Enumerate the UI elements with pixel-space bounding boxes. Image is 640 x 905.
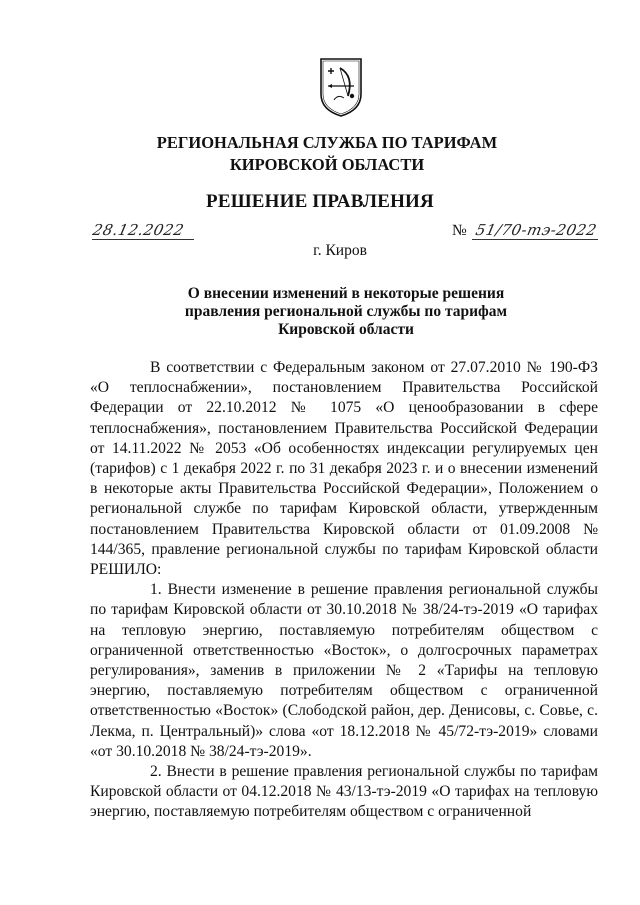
- subject-line3: Кировской области: [278, 321, 414, 338]
- organization-name-line1: РЕГИОНАЛЬНАЯ СЛУЖБА ПО ТАРИФАМ: [156, 133, 498, 152]
- subject-line1: О внесении изменений в некоторые решения: [187, 285, 505, 302]
- document-date: 28.12.2022: [91, 221, 186, 239]
- document-body: [90, 358, 598, 823]
- kirov-region-coat-of-arms-icon: [318, 56, 364, 118]
- organization-name-line2: КИРОВСКОЙ ОБЛАСТИ: [229, 155, 425, 174]
- organization-name: [0, 132, 640, 176]
- document-number-label: №: [452, 222, 467, 239]
- document-city: [0, 241, 640, 261]
- number-underline: [472, 239, 598, 240]
- body-paragraph-item1: 1. Внести изменение в решение правления региональной службы по тарифам Кировской области от 30.10.2018 № 38/24-тэ-2019 «О тарифах на тепловую энергию, поставляемую потребителям обществом с ограниченной ответственностью «Восток», о долгосрочных параметрах регулирования», заменив в приложении № 2 «Тарифы на тепловую энергию, поставляемую потребителям обществом с ограниченной ответственностью «Восток» (Слободской район, дер. Денисовы, с. Совье, с. Лекма, п. Центральный)» слова «от 18.12.2018 № 45/72-тэ-2019» словами «от 30.10.2018 № 38/24-тэ-2019».: [90, 581, 598, 760]
- body-paragraph-item2: 2. Внести в решение правления региональной службы по тарифам Кировской области от 04.12.2018 № 43/13-тэ-2019 «О тарифах на тепловую энергию, поставляемую потребителям обществом с ограниченной: [90, 763, 598, 821]
- document-number: 51/70-тэ-2022: [474, 221, 599, 239]
- date-underline: [92, 239, 194, 240]
- document-title: РЕШЕНИЕ ПРАВЛЕНИЯ: [206, 191, 434, 212]
- document-subject: [0, 285, 640, 339]
- document-city-text: г. Киров: [313, 242, 367, 259]
- subject-line2: правления региональной службы по тарифам: [184, 303, 508, 320]
- body-paragraph-preamble: В соответствии с Федеральным законом от 27.07.2010 № 190-ФЗ «О теплоснабжении», постановлением Правительства Российской Федерации от 22.10.2012 № 1075 «О ценообразовании в сфере теплоснабжения», постановлением Правительства Российской Федерации от 14.11.2022 № 2053 «Об особенностях индексации регулируемых цен (тарифов) с 1 декабря 2022 г. по 31 декабря 2023 г. и о внесении изменений в некоторые акты Правительства Российской Федерации», Положением о региональной службе по тарифам Кировской области, утвержденным постановлением Правительства Кировской области от 01.09.2008 № 144/365, правление региональной службы по тарифам Кировской области РЕШИЛО:: [90, 359, 598, 579]
